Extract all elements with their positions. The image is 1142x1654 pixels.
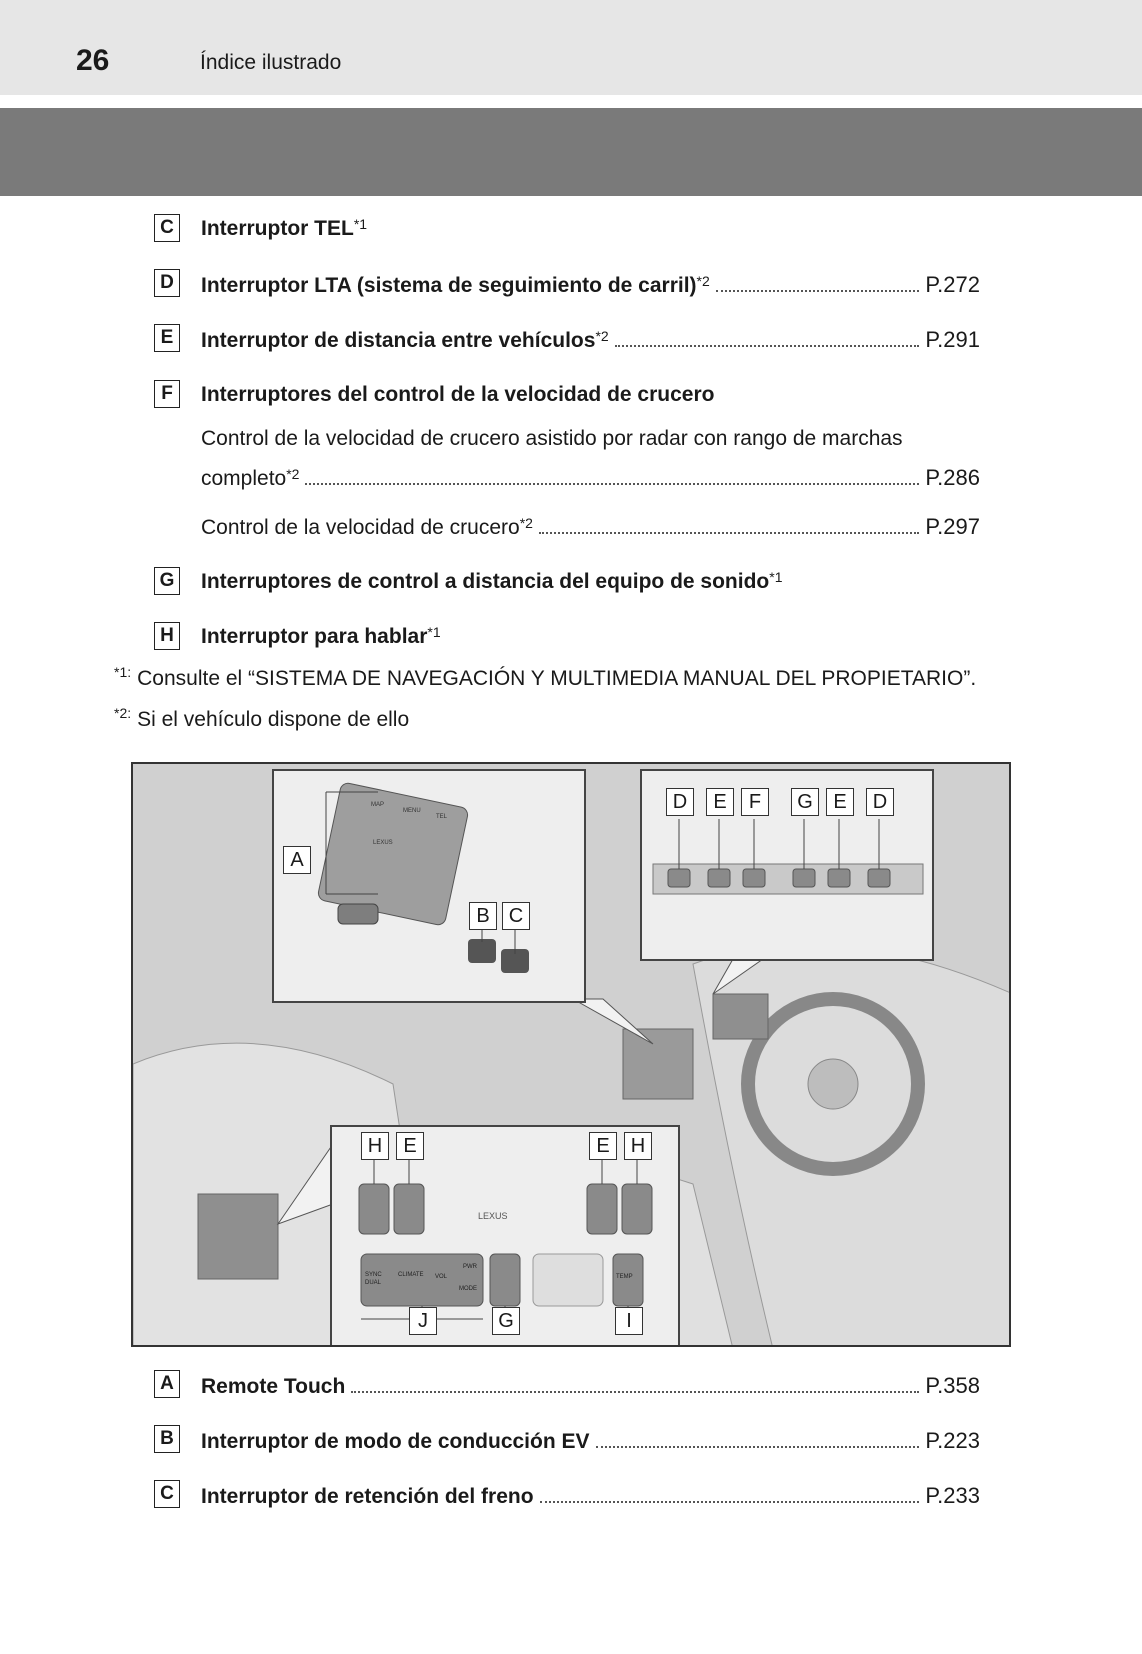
ev-mode-switch — [468, 939, 496, 963]
footnote-1 — [114, 664, 977, 691]
item-letter: C — [154, 1480, 180, 1508]
dot-leader — [615, 344, 920, 347]
shifter-area — [623, 1029, 693, 1099]
callout-c: C — [502, 902, 530, 930]
item-h-talk — [154, 622, 980, 652]
interior-illustration — [131, 762, 1011, 1347]
door-switch-area — [198, 1194, 278, 1279]
callout-g2: G — [492, 1307, 520, 1335]
item-letter: B — [154, 1425, 180, 1453]
page-header — [0, 0, 1142, 95]
callout-h1: H — [361, 1132, 389, 1160]
steering-hub — [808, 1059, 858, 1109]
item-label: Interruptor de retención del freno — [201, 1485, 534, 1508]
item-letter: G — [154, 567, 180, 595]
touchpad-label-map: MAP — [371, 802, 385, 808]
item-label: Interruptor para hablar — [201, 625, 428, 648]
item-letter: E — [154, 324, 180, 352]
item-f-cruise — [154, 380, 980, 410]
callout-d1: D — [666, 788, 694, 816]
touchpad-button — [338, 904, 378, 924]
item-letter: D — [154, 269, 180, 297]
page-ref: P.291 — [925, 327, 980, 352]
footnote-mark: *1: — [114, 664, 132, 680]
page-number: 26 — [76, 44, 110, 77]
display-area — [533, 1254, 603, 1306]
sub-item-text: completo — [201, 467, 287, 490]
touchpad-label-menu: MENU — [403, 808, 421, 814]
touchpad-label-tel: TEL — [436, 814, 448, 820]
callout-b: B — [469, 902, 497, 930]
touchpad-logo: LEXUS — [373, 840, 393, 846]
page-ref: P.272 — [925, 272, 980, 297]
header-band — [0, 108, 1142, 196]
callout-e1: E — [706, 788, 734, 816]
item-sup: *1 — [353, 216, 368, 232]
item-letter: C — [154, 214, 180, 242]
item-b-ev-mode — [154, 1425, 980, 1455]
dot-leader — [596, 1445, 920, 1448]
dash-switch-area — [713, 994, 768, 1039]
btn-label-climate: CLIMATE — [398, 1272, 424, 1278]
item-label: Interruptor LTA (sistema de seguimiento de carril) — [201, 274, 697, 297]
btn-label-dual: DUAL — [365, 1280, 382, 1286]
page-ref: P.286 — [925, 465, 980, 490]
callout-j: J — [409, 1307, 437, 1335]
callout-e2: E — [826, 788, 854, 816]
btn-label-vol: VOL — [435, 1274, 448, 1280]
item-label: Interruptores de control a distancia del equipo de sonido — [201, 570, 770, 593]
footnote-text: Consulte el “SISTEMA DE NAVEGACIÓN Y MULTIMEDIA MANUAL DEL PROPIETARIO”. — [137, 667, 977, 690]
item-g-audio — [154, 567, 980, 597]
callout-a: A — [283, 846, 311, 874]
item-a-remote-touch — [154, 1370, 980, 1400]
footnote-text: Si el vehículo dispone de ello — [137, 708, 410, 731]
callout-h2: H — [624, 1132, 652, 1160]
item-label: Interruptor de modo de conducción EV — [201, 1430, 590, 1453]
btn-label-pwr: PWR — [463, 1264, 477, 1270]
distance-switch-right — [587, 1184, 617, 1234]
panel-logo: LEXUS — [478, 1211, 508, 1221]
btn-label-sync: SYNC — [365, 1272, 382, 1278]
sub-item-cruise — [201, 514, 980, 540]
item-sup: *2 — [519, 515, 533, 531]
callout-f: F — [741, 788, 769, 816]
dot-leader — [539, 531, 919, 534]
item-letter: A — [154, 1370, 180, 1398]
item-c-brake-hold — [154, 1480, 980, 1510]
illustration-svg — [133, 764, 1011, 1347]
item-label: Interruptor de distancia entre vehículos — [201, 329, 596, 352]
callout-g1: G — [791, 788, 819, 816]
talk-switch-right — [622, 1184, 652, 1234]
callout-e3: E — [396, 1132, 424, 1160]
item-c-tel — [154, 214, 980, 244]
section-title: Índice ilustrado — [200, 51, 342, 74]
sub-item-text: Control de la velocidad de crucero — [201, 516, 520, 539]
temp-switch — [613, 1254, 643, 1306]
page-ref: P.233 — [925, 1483, 980, 1508]
sub-item-line1 — [201, 427, 980, 451]
sub-item-radar — [201, 465, 980, 491]
dot-leader — [716, 289, 920, 292]
page-ref: P.223 — [925, 1428, 980, 1453]
page-ref: P.297 — [925, 514, 980, 539]
footnote-2 — [114, 705, 410, 732]
callout-i: I — [615, 1307, 643, 1335]
btn-label-mode: MODE — [459, 1286, 477, 1292]
item-letter: H — [154, 622, 180, 650]
item-sup: *1 — [769, 569, 783, 585]
talk-switch-left — [359, 1184, 389, 1234]
callout-e4: E — [589, 1132, 617, 1160]
dot-leader — [540, 1500, 920, 1503]
item-sup: *2 — [595, 328, 609, 344]
item-sup: *2 — [286, 466, 300, 482]
item-label: Interruptor TEL — [201, 217, 354, 240]
dot-leader — [305, 482, 919, 485]
item-sup: *1 — [427, 624, 441, 640]
item-label: Remote Touch — [201, 1375, 346, 1398]
item-e-distance — [154, 324, 980, 354]
mode-switch — [490, 1254, 520, 1306]
callout-d2: D — [866, 788, 894, 816]
sub-item-text: Control de la velocidad de crucero asistido por radar con rango de marchas — [201, 427, 903, 450]
footnote-mark: *2: — [114, 705, 132, 721]
item-letter: F — [154, 380, 180, 408]
btn-label-temp: TEMP — [616, 1274, 633, 1280]
dot-leader — [351, 1390, 919, 1393]
item-d-lta — [154, 269, 980, 299]
page-ref: P.358 — [925, 1373, 980, 1398]
distance-switch-left — [394, 1184, 424, 1234]
item-label: Interruptores del control de la velocidad de crucero — [201, 383, 715, 406]
item-sup: *2 — [696, 273, 710, 289]
